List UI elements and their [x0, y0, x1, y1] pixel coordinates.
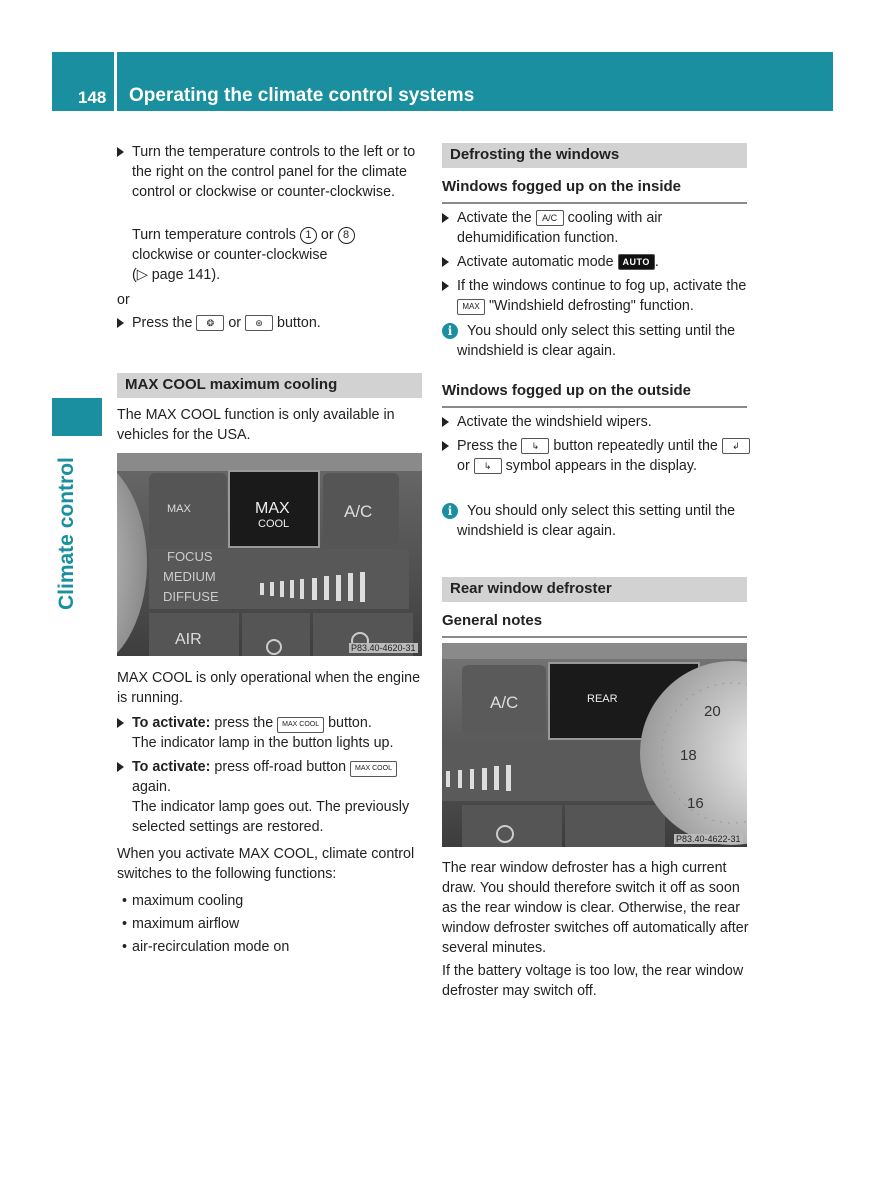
subhead-general: General notes: [442, 612, 747, 638]
photo-code: P83.40-4622-31: [676, 834, 741, 844]
ac-label: A/C: [490, 693, 519, 712]
airflow-symbol-b-icon: ↳: [474, 458, 502, 474]
bullet-item: • maximum cooling: [132, 891, 243, 911]
fog-text-a: If the windows continue to fog up, activate the: [457, 278, 747, 294]
temp-18-label: 18: [680, 747, 697, 764]
maxcool-intro: The MAX COOL function is only available in vehicles for the USA.: [117, 407, 395, 443]
list-item: [442, 252, 747, 272]
rear-text-2: If the battery voltage is too low, the rear window defroster may switch off.: [442, 963, 744, 999]
info-note: [442, 501, 747, 541]
section-bar-rear: [442, 577, 747, 602]
press-text-b: or: [224, 315, 246, 331]
page-title: Operating the climate control systems: [129, 85, 475, 106]
cool-label: COOL: [258, 518, 290, 530]
rear-text-1: The rear window defroster has a high current draw. You should therefore switch it off as soon as the rear window is clear. Otherwise, the rear window defroster switches off automatically after several minutes.: [442, 860, 749, 956]
arrow-icon: [117, 762, 124, 772]
sub-text-c: clockwise or counter-clockwise: [132, 247, 328, 263]
list-item: [442, 412, 747, 432]
climate-panel-photo: [117, 453, 422, 656]
activate-text-a: press the: [210, 715, 278, 731]
sub-text-a: Turn temperature controls: [132, 227, 300, 243]
page-number-box: [52, 52, 114, 111]
list-item: [442, 276, 752, 316]
list-item: [117, 142, 427, 202]
air-label: AIR: [175, 631, 202, 648]
auto-text-a: Activate automatic mode: [457, 254, 618, 270]
temp-16-label: 16: [687, 795, 704, 812]
windshield-defrost-icon: MAX: [457, 299, 485, 315]
turn-controls-text: Turn the temperature controls to the left or to the right on the control panel for the climate control or clockwise or counter-clockwise.: [132, 144, 416, 200]
section-bar-defrost: [442, 143, 747, 168]
info-note: [442, 321, 747, 361]
info-icon: i: [442, 323, 458, 339]
arrow-icon: [117, 147, 124, 157]
max-label: MAX: [255, 500, 290, 517]
maxcool-button-icon: MAX COOL: [277, 717, 324, 733]
activate-text-b: button.: [324, 715, 372, 731]
list-item: [117, 313, 427, 333]
info-text: You should only select this setting until the windshield is clear again.: [457, 503, 736, 539]
activate-text-a: press off-road button: [210, 759, 351, 775]
activate-bold: To activate:: [132, 715, 211, 731]
activate-text-c: The indicator lamp goes out. The previously selected settings are restored.: [132, 799, 410, 835]
subhead-outside: Windows fogged up on the outside: [442, 382, 747, 408]
subhead-inside: Windows fogged up on the inside: [442, 178, 747, 204]
arrow-icon: [117, 718, 124, 728]
list-item: [117, 757, 427, 837]
press-text-c: button.: [273, 315, 321, 331]
photo-graphic: [117, 453, 422, 656]
recirc-button-icon: ⊛: [245, 315, 273, 331]
arrow-icon: [442, 441, 449, 451]
section-title: Defrosting the windows: [450, 146, 620, 163]
wipers-text: Activate the windshield wipers.: [457, 414, 652, 430]
list-item: [117, 713, 427, 753]
switches-text: When you activate MAX COOL, climate control switches to the following functions:: [117, 846, 415, 882]
diffuse-label: DIFFUSE: [163, 589, 219, 604]
ac-label: A/C: [344, 502, 373, 521]
page-header: [52, 52, 833, 111]
bullet-item: • maximum airflow: [132, 914, 239, 934]
section-bar-maxcool: [117, 373, 422, 398]
photo-code: P83.40-4620-31: [351, 643, 416, 653]
control-8-icon: 8: [338, 227, 355, 244]
press-text-b: button repeatedly until the: [549, 438, 722, 454]
activate-text-b: again.: [132, 779, 171, 795]
ac-text-b: cooling with air dehumidification function.: [457, 210, 663, 246]
rear-label: REAR: [587, 693, 618, 705]
list-item: [442, 436, 752, 476]
focus-label: FOCUS: [167, 549, 213, 564]
activate-bold: To activate:: [132, 759, 211, 775]
press-text-a: Press the: [457, 438, 522, 454]
ac-text-a: Activate the: [457, 210, 536, 226]
fan-button-icon: ❂: [196, 315, 224, 331]
press-text-c: or: [457, 458, 474, 474]
turn-controls-sub: [132, 225, 427, 285]
press-text-a: Press the: [132, 315, 197, 331]
airflow-symbol-a-icon: ↲: [722, 438, 750, 454]
arrow-icon: [442, 257, 449, 267]
sub-text-b: or: [316, 227, 338, 243]
fog-text-b: "Windshield defrosting" function.: [485, 298, 694, 314]
photo-graphic: [442, 643, 747, 847]
page-number: 148: [78, 88, 107, 107]
arrow-icon: [442, 281, 449, 291]
auto-button-icon: AUTO: [618, 254, 655, 270]
arrow-icon: [442, 417, 449, 427]
rear-defrost-photo: [442, 643, 747, 847]
airflow-button-icon: ↳: [521, 438, 549, 454]
maxcool-button-icon: MAX COOL: [350, 761, 397, 777]
auto-text-b: .: [654, 254, 659, 270]
bullet-item: • air-recirculation mode on: [132, 937, 289, 957]
side-chapter-label: Climate control: [55, 457, 78, 610]
info-text: You should only select this setting until the windshield is clear again.: [457, 323, 736, 359]
arrow-icon: [117, 318, 124, 328]
arrow-icon: [442, 213, 449, 223]
medium-label: MEDIUM: [163, 569, 216, 584]
list-item: [442, 208, 747, 248]
section-title: Rear window defroster: [450, 580, 612, 597]
press-text-d: symbol appears in the display.: [501, 458, 697, 474]
section-title: MAX COOL maximum cooling: [125, 376, 338, 393]
activate-text-c: The indicator lamp in the button lights up.: [132, 735, 394, 751]
operational-text: MAX COOL is only operational when the engine is running.: [117, 670, 421, 706]
temp-20-label: 20: [704, 703, 721, 720]
or-text: or: [117, 292, 130, 308]
info-icon: i: [442, 503, 458, 519]
control-1-icon: 1: [300, 227, 317, 244]
max-defrost-label: MAX: [167, 503, 191, 515]
ac-button-icon: A/C: [536, 210, 564, 226]
page-reference[interactable]: (▷ page 141).: [132, 267, 221, 283]
header-title-box: [117, 52, 833, 111]
